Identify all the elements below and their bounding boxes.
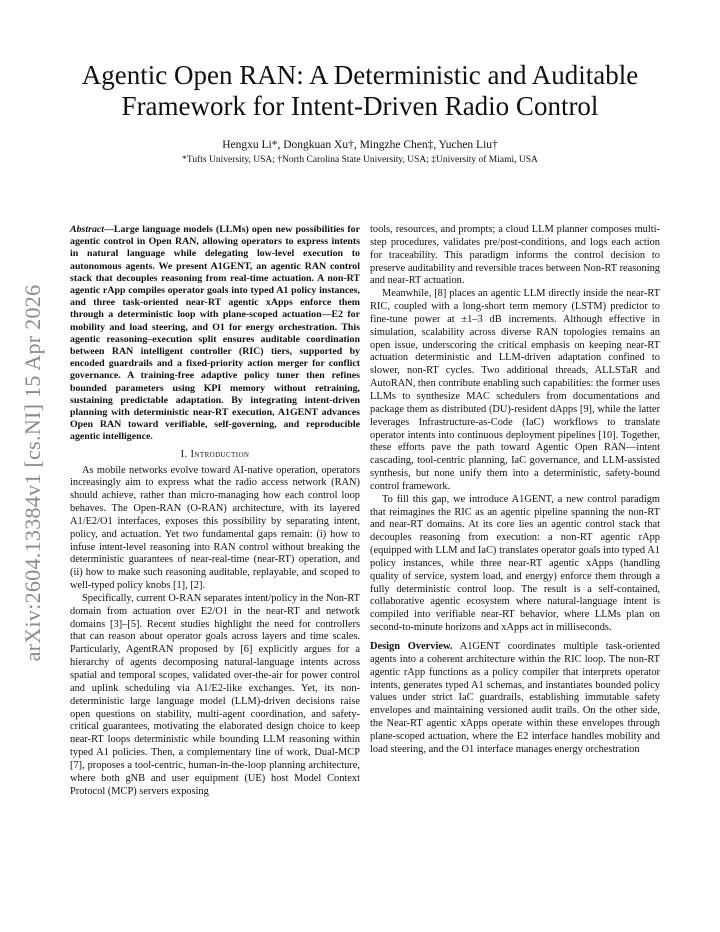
design-overview-text: A1GENT coordinates multiple task-oriented agents into a coherent architecture within the RIC loop. The non-RT agentic rApp functions as a policy compiler that interprets operator intents, generates typed A1 schemas, and instantiates bounded policy values under strict IaC guardrails, establishing immutable safety envelopes and maintaining versioned audit trails. On the other side, the Near-RT agentic xApps operate within these envelopes through plane-scoped actuation, where the E2 interface handles mobility and load steering, and the O1 interface manages energy orchestration [370, 641, 660, 755]
right-column [370, 224, 660, 757]
title-line-2: Framework for Intent-Driven Radio Control [121, 91, 599, 121]
abstract-lead: Abstract [70, 224, 105, 235]
intro-paragraph-1: As mobile networks evolve toward AI-native operation, operators increasingly aim to express what the radio access network (RAN) should achieve, rather than micro-managing how each control loop behaves. The Open-RAN (O-RAN) architecture, with its layered A1/E2/O1 interfaces, exposes this possibility by separating intent, policy, and actuation. Yet two fundamental gaps remain: (i) how to infuse intent-level reasoning into RAN control without breaking the deterministic guarantees of near-real-time (near-RT) operation, and (ii) how to make such reasoning auditable, replayable, and scoped to well-typed policy knobs [1], [2]. [70, 464, 360, 592]
design-overview-label: Design Overview. [370, 641, 453, 652]
arxiv-watermark: arXiv:2604.13384v1 [cs.NI] 15 Apr 2026 [20, 284, 45, 662]
section-heading-introduction: I. Introduction [180, 448, 250, 460]
abstract [70, 224, 360, 444]
abstract-text: —Large language models (LLMs) open new possibilities for agentic control in Open RAN, allowing operators to express intents in natural language while delegating low-level execution to autonomous agents. We present A1GENT, an agentic RAN control stack that decouples reasoning from real-time actuation. A non-RT agentic rApp compiles operator goals into typed A1 policy instances, and three task-oriented near-RT agentic xApps enforce them through a deterministic loop with plane-scoped actuation—E2 for mobility and load steering, and O1 for energy orchestration. This agentic reasoning–execution split ensures auditable coordination between RAN intelligent controller (RIC) tiers, supported by encoded guardrails and a fixed-priority action merger for conflict governance. A training-free adaptive policy tuner then refines bounded parameters using KPI memory without retraining, sustaining predictable adaptation. By integrating intent-driven planning with deterministic near-RT execution, A1GENT advances Open RAN toward verifiable, self-governing, and reproducible agentic intelligence. [70, 224, 360, 443]
paper-title [40, 60, 680, 122]
intro-paragraph-2: Specifically, current O-RAN separates intent/policy in the Non-RT domain from actuation over E2/O1 in the near-RT and network domains [3]–[5]. Recent studies highlight the need for controllers that can reason about operator goals across layers and time scales. Particularly, AgentRAN proposed by [6] explicitly argues for a hierarchy of agents decomposing natural-language intents across spatial and temporal scopes, validated over-the-air for power control and uplink scheduling via A1/E2-like exchanges. Yet, its non-deterministic large language model (LLM)-driven decisions raise open questions on stability, multi-agent coordination, and safety-critical guarantees, motivating the elaborated design choice to keep near-RT loops deterministic while bounding LLM reasoning within typed A1 policies. Then, a complementary line of work, Dual-MCP [7], proposes a tool-centric, human-in-the-loop planning architecture, where both gNB and user equipment (UE) host Model Context Protocol (MCP) servers exposing [70, 592, 360, 797]
affiliations: *Tufts University, USA; †North Carolina State University, USA; ‡University of Miami, USA [182, 155, 538, 165]
author-list: Hengxu Li*, Dongkuan Xu†, Mingzhe Chen‡, Yuchen Liu† [222, 139, 498, 151]
left-column [70, 224, 360, 798]
title-line-1: Agentic Open RAN: A Deterministic and Auditable [81, 60, 639, 90]
intro-paragraph-3: tools, resources, and prompts; a cloud LLM planner composes multi-step procedures, validates pre/post-conditions, and logs each action for traceability. This paradigm informs the control decision to preserve auditability and reversible traces between Non-RT reasoning and near-RT actuation. [370, 224, 660, 287]
design-overview-paragraph [370, 641, 660, 757]
intro-paragraph-5: To fill this gap, we introduce A1GENT, a new control paradigm that reimagines the RIC as an agentic pipeline spanning the non-RT and near-RT domains. At its core lies an agentic control stack that decouples reasoning from execution: a non-RT agentic rApp (equipped with LLM and IaC) translates operator goals into typed A1 policy instances, while three near-RT agentic xApps (handling quality of service, system load, and energy) enforce them through a fully deterministic control loop. The result is a self-contained, collaborative agentic ecosystem where natural-language intent is compiled into verifiable near-RT behavior, where LLMs plan on second-to-minute horizons and xApps act in milliseconds. [370, 493, 660, 634]
intro-paragraph-4: Meanwhile, [8] places an agentic LLM directly inside the near-RT RIC, coupled with a long-short term memory (LSTM) predictor to fine-tune power at ±1–3 dB increments. Although effective in simulation, scalability across diverse RAN topologies remains an open issue, underscoring the critical emphasis on keeping near-RT actuation deterministic and LLM-driven adaptation confined to slower, non-RT cycles. Two additional threads, ALLSTaR and AutoRAN, then contribute enabling such capabilities: the former uses LLMs to synthesize MAC schedulers from documentations and package them as distributed (DU)-resident dApps [9], while the latter leverages Infrastructure-as-Code (IaC) workflows to translate operator intents into continuous deployment pipelines [10]. Together, these efforts pave the path toward Agentic Open RAN—intent cascading, tool-centric planning, IaC governance, and LLM-assisted synthesis, but none unify them into a deterministic, safety-bound control framework. [370, 288, 660, 492]
